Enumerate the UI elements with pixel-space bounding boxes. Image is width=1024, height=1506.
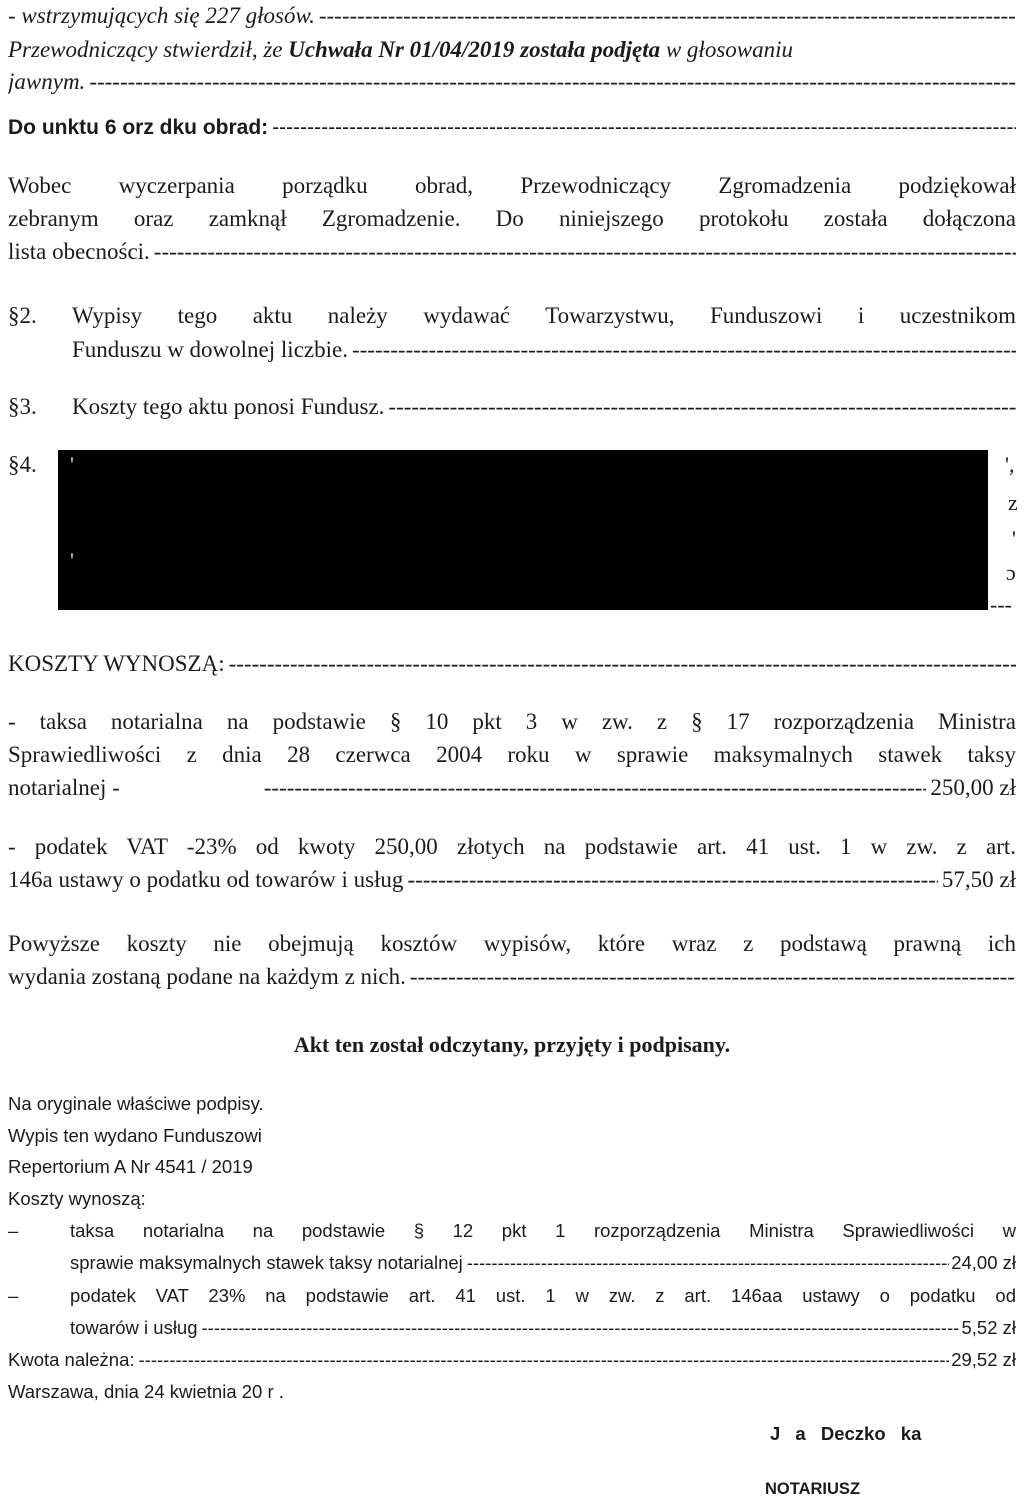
- redacted-fragment: ': [70, 548, 74, 573]
- dash-filler: [264, 774, 927, 802]
- redacted-fragment: ɔ: [1006, 560, 1016, 585]
- vote-abstain-text: - wstrzymujących się 227 głosów.: [8, 3, 315, 28]
- notarial-fee-line-1-text: - taksa notarialna na podstawie § 10 pkt 3 w zw. z § 17 rozporządzenia Ministra: [8, 709, 1016, 734]
- dash-filler: [154, 238, 1016, 266]
- amount-due-line: [8, 1347, 1016, 1372]
- redacted-fragment: ': [70, 452, 74, 477]
- paragraph-3-line: [72, 393, 1016, 421]
- vat-line-1-text: - podatek VAT -23% od kwoty 250,00 złotych na podstawie art. 41 ust. 1 w zw. z art.: [8, 834, 1016, 859]
- extract-vat-line-2: [70, 1315, 1016, 1340]
- extract-vat-amount: 5,52 zł: [961, 1317, 1016, 1338]
- closing-line-2-text: zebranym oraz zamknął Zgromadzenie. Do niniejszego protokołu została dołączona: [8, 206, 1016, 231]
- redacted-fragment: ': [1012, 526, 1016, 551]
- dash-filler: [410, 963, 1016, 991]
- dash-filler: [407, 866, 937, 894]
- costs-note-line-2-text: wydania zostaną podane na każdym z nich.: [8, 964, 406, 989]
- dash-filler: [272, 114, 1016, 142]
- extract-fee-line-2-text: sprawie maksymalnych stawek taksy notarialnej: [70, 1252, 463, 1273]
- dash-filler: [229, 650, 1016, 678]
- redacted-block: [58, 450, 988, 610]
- notarial-fee-line-2-text: Sprawiedliwości z dnia 28 czerwca 2004 roku w sprawie maksymalnych stawek taksy: [8, 742, 1016, 767]
- act-signed-statement: Akt ten został odczytany, przyjęty i podpisany.: [293, 1032, 731, 1057]
- bullet-dash: –: [8, 1220, 19, 1241]
- paragraph-3-number: §3.: [8, 394, 37, 419]
- extract-vat-line-2-text: towarów i usług: [70, 1317, 198, 1338]
- extract-costs-heading: Koszty wynoszą:: [8, 1188, 146, 1209]
- paragraph-2-line-1: [72, 302, 1016, 330]
- vat-line-2-text: 146a ustawy o podatku od towarów i usług: [8, 867, 404, 892]
- closing-line-2: [8, 205, 1016, 233]
- closing-line-1: [8, 172, 1016, 200]
- resolution-statement-c: w głosowaniu: [665, 37, 794, 62]
- agenda-point-heading-text: Do unktu 6 orz dku obrad:: [8, 116, 269, 139]
- closing-line-1-text: Wobec wyczerpania porządku obrad, Przewodniczący Zgromadzenia podziękował: [8, 173, 1016, 198]
- dash-filler: [388, 393, 1016, 421]
- redacted-fragment: z: [1008, 490, 1018, 515]
- vat-line-1: [8, 833, 1016, 861]
- costs-heading-text: KOSZTY WYNOSZĄ:: [8, 651, 225, 676]
- notary-name: J a Deczko ka: [770, 1423, 922, 1444]
- closing-line-3-text: lista obecności.: [8, 239, 150, 264]
- paragraph-2-number: §2.: [8, 303, 37, 328]
- costs-note-line-1: [8, 930, 1016, 958]
- extract-fee-line-2: [70, 1250, 1016, 1275]
- notarial-fee-line-2: [8, 741, 1016, 769]
- redacted-fragment: ',: [1005, 452, 1015, 477]
- resolution-statement-end: [8, 68, 1016, 96]
- notarial-fee-amount: 250,00 zł: [930, 775, 1016, 800]
- extract-vat-line-1: [70, 1283, 1016, 1308]
- costs-heading: [8, 650, 1016, 678]
- vote-abstain-line: [8, 2, 1016, 30]
- resolution-statement-end-text: jawnym.: [8, 69, 86, 94]
- resolution-statement: [8, 36, 1016, 64]
- costs-note-line-2: [8, 963, 1016, 991]
- dash-filler: [319, 2, 1016, 30]
- place-and-date: Warszawa, dnia 24 kwietnia 20 r .: [8, 1381, 284, 1402]
- paragraph-2-line-2-text: Funduszu w dowolnej liczbie.: [72, 337, 348, 362]
- extract-fee-line-1: [70, 1218, 1016, 1243]
- dash-filler: [352, 336, 1016, 364]
- vat-line-2: [8, 866, 1016, 894]
- paragraph-2-line-2: [72, 336, 1016, 364]
- vat-amount: 57,50 zł: [941, 867, 1016, 892]
- notarial-fee-line-1: [8, 708, 1016, 736]
- notary-title: NOTARIUSZ: [765, 1480, 861, 1498]
- extract-issued-to: Wypis ten wydano Funduszowi: [8, 1125, 262, 1146]
- notarial-fee-line-3: [8, 774, 1016, 802]
- dash-filler: [89, 68, 1016, 96]
- resolution-statement-a: Przewodniczący stwierdził, że: [8, 37, 283, 62]
- bullet-dash: –: [8, 1285, 19, 1306]
- paragraph-3-text: Koszty tego aktu ponosi Fundusz.: [72, 394, 385, 419]
- extract-vat-line-1-text: podatek VAT 23% na podstawie art. 41 ust. 1 w zw. z art. 146aa ustawy o podatku od: [70, 1285, 1016, 1306]
- extract-repertory-number: Repertorium A Nr 4541 / 2019: [8, 1156, 253, 1177]
- dash-filler: [467, 1250, 949, 1275]
- closing-line-3: [8, 238, 1016, 266]
- agenda-point-heading: [8, 114, 1016, 142]
- resolution-number: Uchwała Nr 01/04/2019 została podjęta: [288, 37, 661, 62]
- paragraph-2-line-1-text: Wypisy tego aktu należy wydawać Towarzystwu, Funduszowi i uczestnikom: [72, 303, 1016, 328]
- paragraph-4-number: §4.: [8, 452, 37, 477]
- extract-fee-line-1-text: taksa notarialna na podstawie § 12 pkt 1 rozporządzenia Ministra Sprawiedliwości w: [70, 1220, 1016, 1241]
- amount-due-label: Kwota należna:: [8, 1349, 135, 1370]
- amount-due-value: 29,52 zł: [951, 1349, 1016, 1370]
- redacted-fragment: ---: [990, 592, 1012, 617]
- costs-note-line-1-text: Powyższe koszty nie obejmują kosztów wypisów, które wraz z podstawą prawną ich: [8, 931, 1016, 956]
- dash-filler: [139, 1347, 950, 1372]
- dash-filler: [202, 1315, 960, 1340]
- extract-fee-amount: 24,00 zł: [951, 1252, 1016, 1273]
- notarial-fee-label: notarialnej -: [8, 775, 120, 800]
- extract-original-signatures: Na oryginale właściwe podpisy.: [8, 1093, 264, 1114]
